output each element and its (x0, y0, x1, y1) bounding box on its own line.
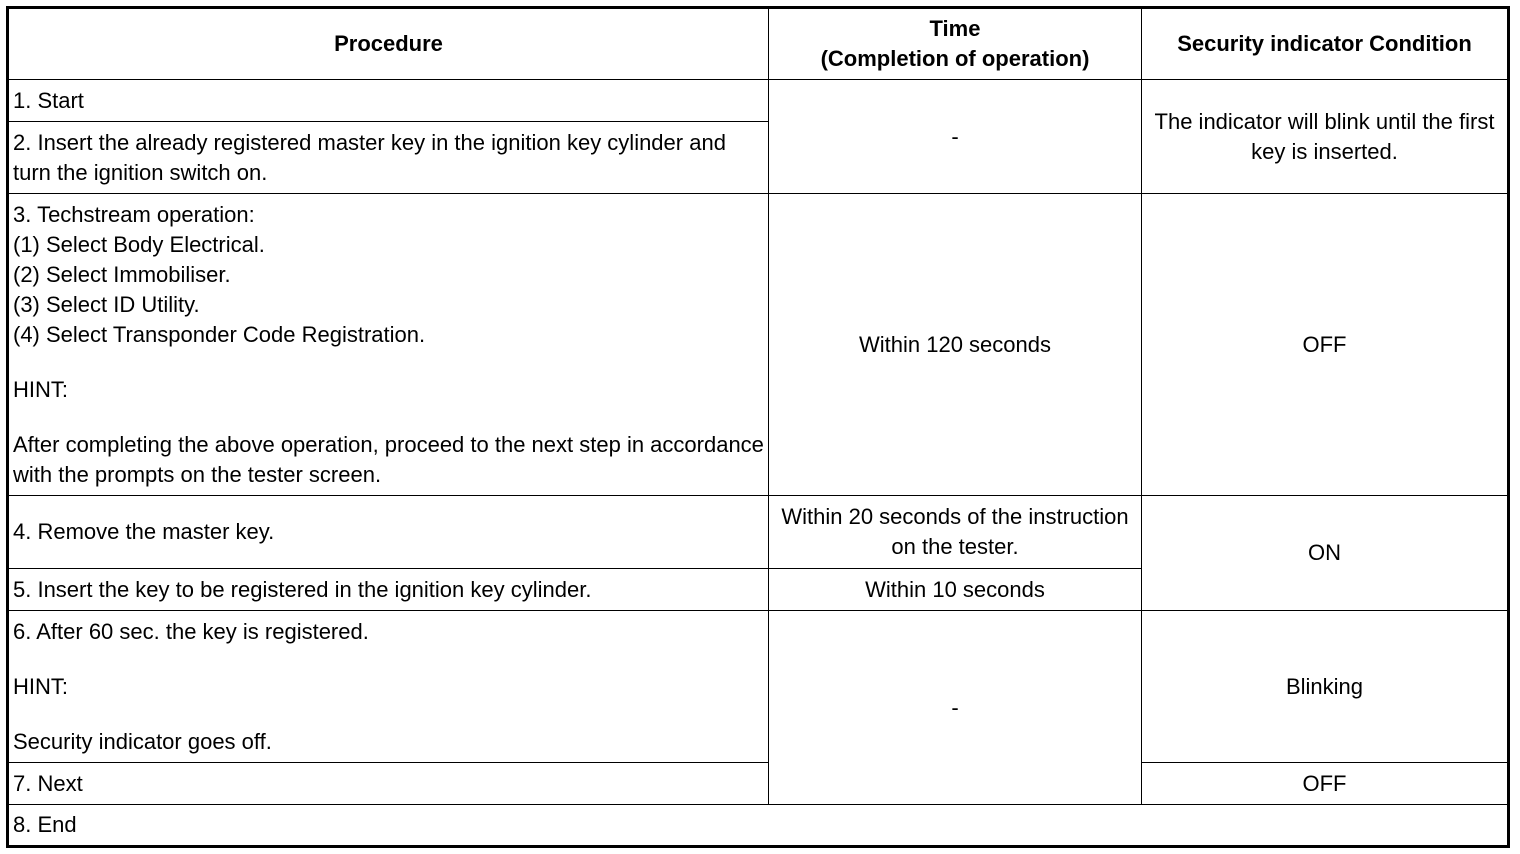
header-time-line2: (Completion of operation) (820, 46, 1090, 71)
time-step-4: Within 20 seconds of the instruction on the tester. (769, 496, 1142, 569)
header-row (8, 8, 1509, 80)
table-row (8, 80, 1509, 122)
procedure-table (6, 6, 1510, 848)
procedure-step-4: 4. Remove the master key. (8, 496, 769, 569)
step-3-hint-text: After completing the above operation, proceed to the next step in accordance with the prompts on the tester screen. (13, 431, 764, 487)
step-3-hint-label: HINT: (13, 376, 68, 402)
table-row (8, 496, 1509, 569)
indicator-step-3: OFF (1142, 194, 1509, 496)
table-row (8, 763, 1509, 805)
procedure-step-3 (8, 194, 769, 496)
header-time-line1: Time (929, 16, 981, 41)
step-6-line: 6. After 60 sec. the key is registered. (13, 618, 369, 644)
header-indicator: Security indicator Condition (1142, 8, 1509, 80)
indicator-step-7: OFF (1142, 763, 1509, 805)
step-3-line: (1) Select Body Electrical. (13, 231, 265, 257)
step-3-line: (4) Select Transponder Code Registration. (13, 321, 426, 347)
time-step-5: Within 10 seconds (769, 569, 1142, 611)
table-row (8, 194, 1509, 496)
time-step-1-2: - (769, 80, 1142, 194)
indicator-step-6: Blinking (1142, 611, 1509, 763)
step-3-line: 3. Techstream operation: (13, 201, 255, 227)
procedure-step-2: 2. Insert the already registered master key in the ignition key cylinder and turn the ignition switch on. (8, 122, 769, 194)
step-6-hint-text: Security indicator goes off. (13, 728, 272, 754)
time-step-6-7: - (769, 611, 1142, 805)
step-6-hint-label: HINT: (13, 673, 68, 699)
indicator-step-4-5: ON (1142, 496, 1509, 611)
header-time (769, 8, 1142, 80)
step-3-line: (2) Select Immobiliser. (13, 261, 231, 287)
header-procedure: Procedure (8, 8, 769, 80)
time-step-3: Within 120 seconds (769, 194, 1142, 496)
procedure-step-1: 1. Start (8, 80, 769, 122)
procedure-step-8: 8. End (8, 805, 1509, 847)
indicator-step-1-2: The indicator will blink until the first key is inserted. (1142, 80, 1509, 194)
step-3-line: (3) Select ID Utility. (13, 291, 200, 317)
table-row (8, 611, 1509, 763)
table-row (8, 805, 1509, 847)
procedure-step-6 (8, 611, 769, 763)
procedure-step-7: 7. Next (8, 763, 769, 805)
procedure-step-5: 5. Insert the key to be registered in the ignition key cylinder. (8, 569, 769, 611)
